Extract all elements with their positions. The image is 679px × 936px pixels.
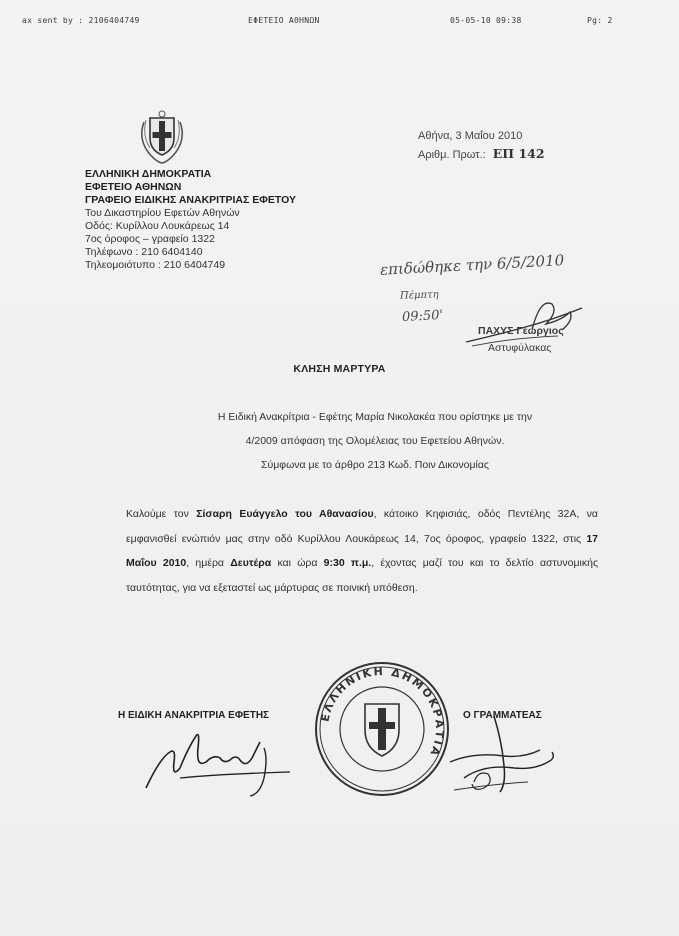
issuer-fax: Τηλεομοιότυπο : 210 6404749: [85, 259, 226, 271]
investigator-label: Η ΕΙΔΙΚΗ ΑΝΑΚΡΙΤΡΙΑ ΕΦΕΤΗΣ: [118, 710, 270, 721]
protocol-row: [418, 145, 618, 164]
intro-block: [140, 405, 610, 477]
protocol-label: Αριθμ. Πρωτ.:: [418, 149, 486, 161]
body-part-2: , κάτοικο Κηφισιάς, οδός Πεντέλης 32Α, να εμφανισθεί ενώπιόν μας στην οδό Κυρίλλου Λουκάρεως 14, 7ος όροφος, γραφείο 1322, στις: [126, 508, 598, 545]
issuer-subtitle: Του Δικαστηρίου Εφετών Αθηνών: [85, 207, 240, 219]
issuer-court: ΕΦΕΤΕΙΟ ΑΘΗΝΩΝ: [85, 181, 182, 193]
investigator-signature-icon: [140, 718, 300, 798]
secretary-label: Ο ΓΡΑΜΜΑΤΕΑΣ: [463, 710, 542, 721]
intro-line-1: Η Ειδική Ανακρίτρια - Εφέτης Μαρία Νικολακέα που ορίστηκε με την: [217, 411, 533, 423]
fax-sent-by: ax sent by : 2106404749: [22, 16, 140, 25]
handwritten-weekday: Πέμπτη: [399, 289, 439, 302]
issuer-office: ΓΡΑΦΕΙΟ ΕΙΔΙΚΗΣ ΑΝΑΚΡΙΤΡΙΑΣ ΕΦΕΤΟΥ: [85, 194, 296, 206]
coat-of-arms-icon: [134, 108, 190, 166]
witness-name: Σίσαρη Ευάγγελο του Αθανασίου: [196, 508, 374, 520]
date-block: [418, 128, 618, 164]
handwritten-time: 09:50': [401, 307, 444, 326]
summons-body: [126, 502, 598, 600]
handwritten-service-note: επιδώθηκε την 6/5/2010: [379, 251, 565, 279]
issuer-floor: 7ος όροφος – γραφείο 1322: [85, 233, 215, 245]
body-part-4: και ώρα: [271, 557, 324, 569]
appearance-day: Δευτέρα: [230, 557, 272, 569]
fax-organization: ΕΦΕΤΕΙΟ ΑΘΗΝΩΝ: [248, 16, 320, 25]
body-part-1: Καλούμε τον: [126, 508, 197, 520]
fax-page-number: Pg: 2: [587, 16, 613, 25]
issuer-phone: Τηλέφωνο : 210 6404140: [85, 246, 203, 258]
intro-line-2: 4/2009 απόφαση της Ολομέλειας του Εφετείου Αθηνών.: [245, 435, 505, 447]
official-seal-icon: [313, 660, 451, 798]
issuer-republic: ΕΛΛΗΝΙΚΗ ΔΗΜΟΚΡΑΤΙΑ: [85, 168, 212, 180]
body-part-3: , ημέρα: [186, 557, 231, 569]
officer-name: ΠΑΧΥΣ Γεώργιος: [478, 325, 564, 337]
appearance-date: 17 Μαΐου 2010: [126, 532, 598, 569]
body-part-5: , έχοντας μαζί του και το δελτίο αστυνομικής ταυτότητας, για να εξεταστεί ως μάρτυρας σε ποινική υπόθεση.: [126, 557, 599, 594]
officer-block: [478, 323, 564, 357]
document-title: ΚΛΗΣΗ ΜΑΡΤΥΡΑ: [293, 363, 386, 375]
protocol-number: ΕΠ 142: [492, 146, 545, 161]
appearance-time: 9:30 π.μ.: [323, 557, 372, 569]
document-date: Αθήνα, 3 Μαΐου 2010: [418, 130, 523, 142]
officer-rank: Αστυφύλακας: [488, 342, 552, 354]
fax-header: [22, 16, 662, 30]
secretary-signature-icon: [444, 712, 564, 797]
issuer-block: [85, 168, 385, 272]
intro-line-3: Σύμφωνα με το άρθρο 213 Κωδ. Ποιν Δικονομίας: [261, 459, 489, 471]
issuer-street: Οδός: Κυρίλλου Λουκάρεως 14: [85, 220, 230, 232]
fax-datetime: 05-05-10 09:38: [450, 16, 522, 25]
seal-text: ΕΛΛΗΝΙΚΗ ΔΗΜΟΚΡΑΤΙΑ: [318, 664, 447, 760]
